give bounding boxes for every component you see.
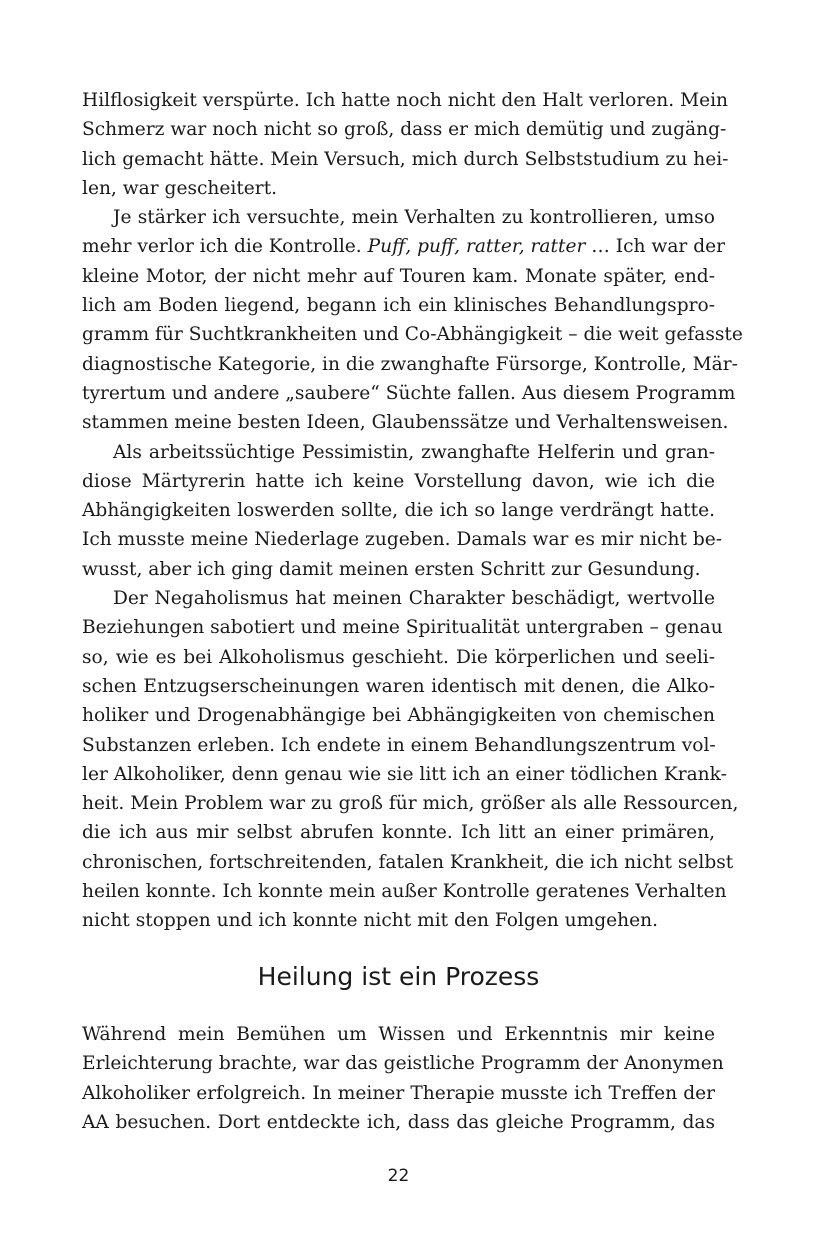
page-number: 22 xyxy=(387,1166,410,1186)
text-line: nicht stoppen und ich konnte nicht mit den Folgen umgehen. xyxy=(82,910,659,932)
text-line: stammen meine besten Ideen, Glaubenssätze und Verhaltensweisen. xyxy=(82,412,729,434)
text-line: Je stärker ich versuchte, mein Verhalten zu kontrollieren, umso xyxy=(113,207,715,229)
text-line: Während mein Bemühen um Wissen und Erkenntnis mir keine xyxy=(82,1024,715,1045)
text-line: Abhängigkeiten loswerden sollte, die ich so lange verdrängt hatte. xyxy=(82,500,715,522)
text-line: Als arbeitssüchtige Pessimistin, zwanghafte Helferin und gran- xyxy=(113,441,715,463)
text-line: lich gemacht hätte. Mein Versuch, mich durch Selbststudium zu hei- xyxy=(82,148,729,170)
text-line-with-italic xyxy=(82,232,725,261)
text-line: Substanzen erleben. Ich endete in einem Behandlungszentrum vol- xyxy=(82,734,716,756)
text-line: tyrertum und andere „saubere“ Süchte fallen. Aus diesem Programm xyxy=(82,382,736,404)
text-line: diagnostische Kategorie, in die zwanghafte Fürsorge, Kontrolle, Mär- xyxy=(82,353,738,375)
text-line: Ich musste meine Niederlage zugeben. Damals war es mir nicht be- xyxy=(82,529,723,551)
text-line: gramm für Suchtkrankheiten und Co-Abhängigkeit – die weit gefasste xyxy=(82,324,743,346)
text-line: len, war gescheitert. xyxy=(82,177,278,199)
text-line: heilen konnte. Ich konnte mein außer Kontrolle geratenes Verhalten xyxy=(82,881,727,903)
text-line: schen Entzugserscheinungen waren identisch mit denen, die Alko- xyxy=(82,675,715,697)
text-line: heit. Mein Problem war zu groß für mich, größer als alle Ressourcen, xyxy=(82,793,739,815)
text-line: Beziehungen sabotiert und meine Spiritualität untergraben – genau xyxy=(82,617,723,639)
text-run: mehr verlor ich die Kontrolle. xyxy=(82,236,368,258)
text-line: so, wie es bei Alkoholismus geschieht. Die körperlichen und seeli- xyxy=(82,646,715,668)
text-line: Schmerz war noch nicht so groß, dass er mich demütig und zugäng- xyxy=(82,119,727,141)
text-line: Hilflosigkeit verspürte. Ich hatte noch nicht den Halt verloren. Mein xyxy=(82,90,729,111)
body-text-top xyxy=(82,86,743,936)
text-line: die ich aus mir selbst abrufen konnte. Ich litt an einer primären, xyxy=(82,822,715,844)
text-line: holiker und Drogenabhängige bei Abhängigkeiten von chemischen xyxy=(82,705,715,727)
text-line: diose Märtyrerin hatte ich keine Vorstellung davon, wie ich die xyxy=(82,470,715,492)
text-line: ler Alkoholiker, denn genau wie sie litt ich an einer tödlichen Krank- xyxy=(82,763,727,785)
italic-phrase: Puff, puff, ratter, ratter xyxy=(367,236,586,258)
text-line: Erleichterung brachte, war das geistliche Programm der Anonymen xyxy=(82,1053,724,1075)
text-line: AA besuchen. Dort entdeckte ich, dass das gleiche Programm, das xyxy=(82,1111,715,1133)
text-run: … Ich war der xyxy=(585,236,725,258)
body-text-bottom xyxy=(82,1020,724,1137)
text-line: Alkoholiker erfolgreich. In meiner Therapie musste ich Treffen der xyxy=(82,1082,715,1104)
text-line: Der Negaholismus hat meinen Charakter beschädigt, wertvolle xyxy=(113,588,715,610)
text-line: lich am Boden liegend, begann ich ein klinisches Behandlungspro- xyxy=(82,295,715,317)
text-line: kleine Motor, der nicht mehr auf Touren kam. Monate später, end- xyxy=(82,265,715,287)
section-heading: Heilung ist ein Prozess xyxy=(257,962,540,991)
text-line: wusst, aber ich ging damit meinen ersten Schritt zur Gesundung. xyxy=(82,558,701,580)
text-line: chronischen, fortschreitenden, fatalen Krankheit, die ich nicht selbst xyxy=(82,851,734,873)
